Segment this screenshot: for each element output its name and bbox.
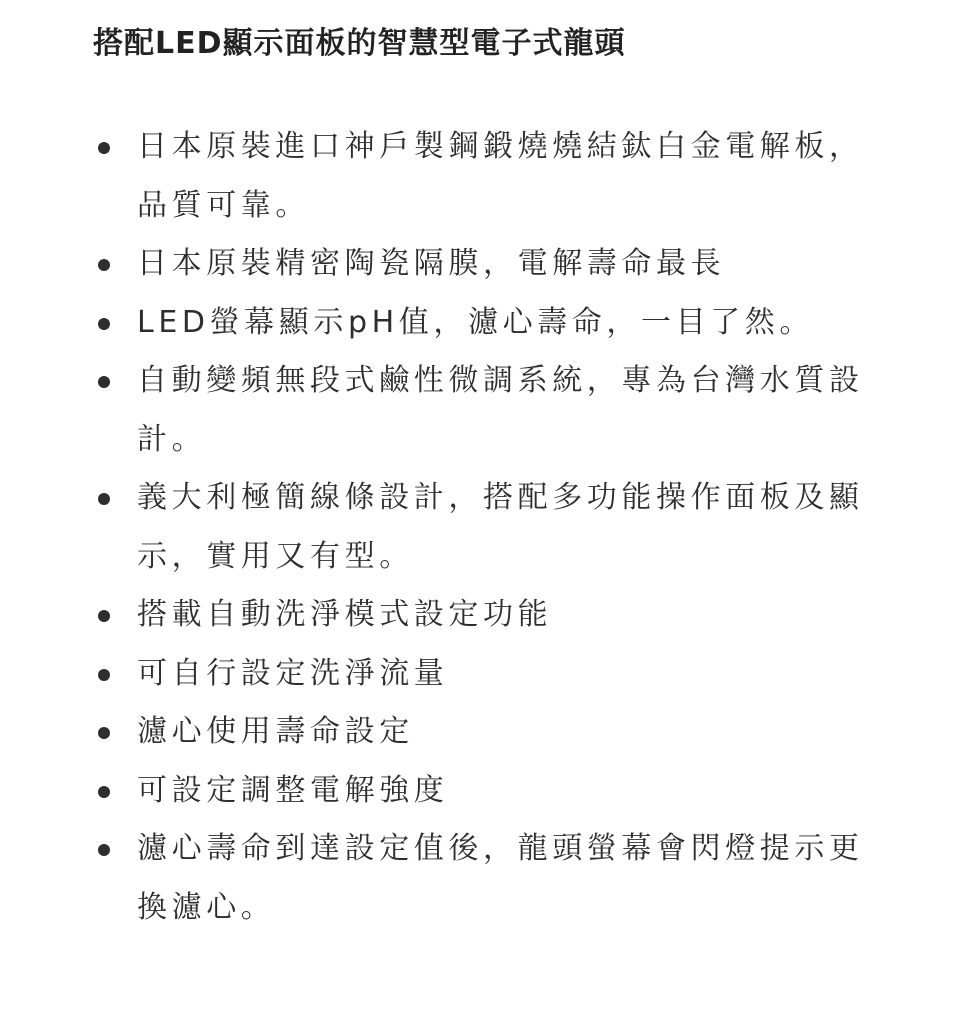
bullet-icon <box>98 669 110 681</box>
list-item <box>0 820 897 937</box>
bullet-icon <box>98 727 110 739</box>
bullet-icon <box>98 259 110 271</box>
list-item-text: 濾心使用壽命設定 <box>137 714 414 749</box>
list-item <box>0 586 897 645</box>
list-item <box>0 469 897 586</box>
list-item <box>0 703 897 762</box>
list-item <box>0 294 897 353</box>
list-item-text: LED螢幕顯示pH值，濾心壽命，一目了然。 <box>137 304 814 340</box>
bullet-icon <box>98 376 110 388</box>
list-item-text: 搭載自動洗淨模式設定功能 <box>137 597 553 632</box>
list-item-text: 自動變頻無段式鹼性微調系統，專為台灣水質設計。 <box>137 363 864 457</box>
list-item-text: 可設定調整電解強度 <box>137 772 449 808</box>
list-item-text: 濾心壽命到達設定值後，龍頭螢幕會閃燈提示更換濾心。 <box>137 831 864 925</box>
bullet-icon <box>98 318 110 330</box>
bullet-icon <box>98 844 110 856</box>
list-item-text: 日本原裝進口神戶製鋼鍛燒燒結鈦白金電解板，品質可靠。 <box>137 129 864 223</box>
list-item <box>0 235 897 294</box>
list-item <box>0 352 897 469</box>
list-item <box>0 118 897 235</box>
list-item-text: 義大利極簡線條設計，搭配多功能操作面板及顯示，實用又有型。 <box>137 480 864 574</box>
page-title: 搭配LED顯示面板的智慧型電子式龍頭 <box>93 26 626 61</box>
list-item-text: 日本原裝精密陶瓷隔膜，電解壽命最長 <box>137 246 726 281</box>
bullet-icon <box>98 493 110 505</box>
list-item <box>0 645 897 704</box>
bullet-icon <box>98 786 110 798</box>
list-item <box>0 762 897 821</box>
feature-list <box>0 118 969 937</box>
list-item-text: 可自行設定洗淨流量 <box>137 655 449 691</box>
bullet-icon <box>98 142 110 154</box>
bullet-icon <box>98 610 110 622</box>
